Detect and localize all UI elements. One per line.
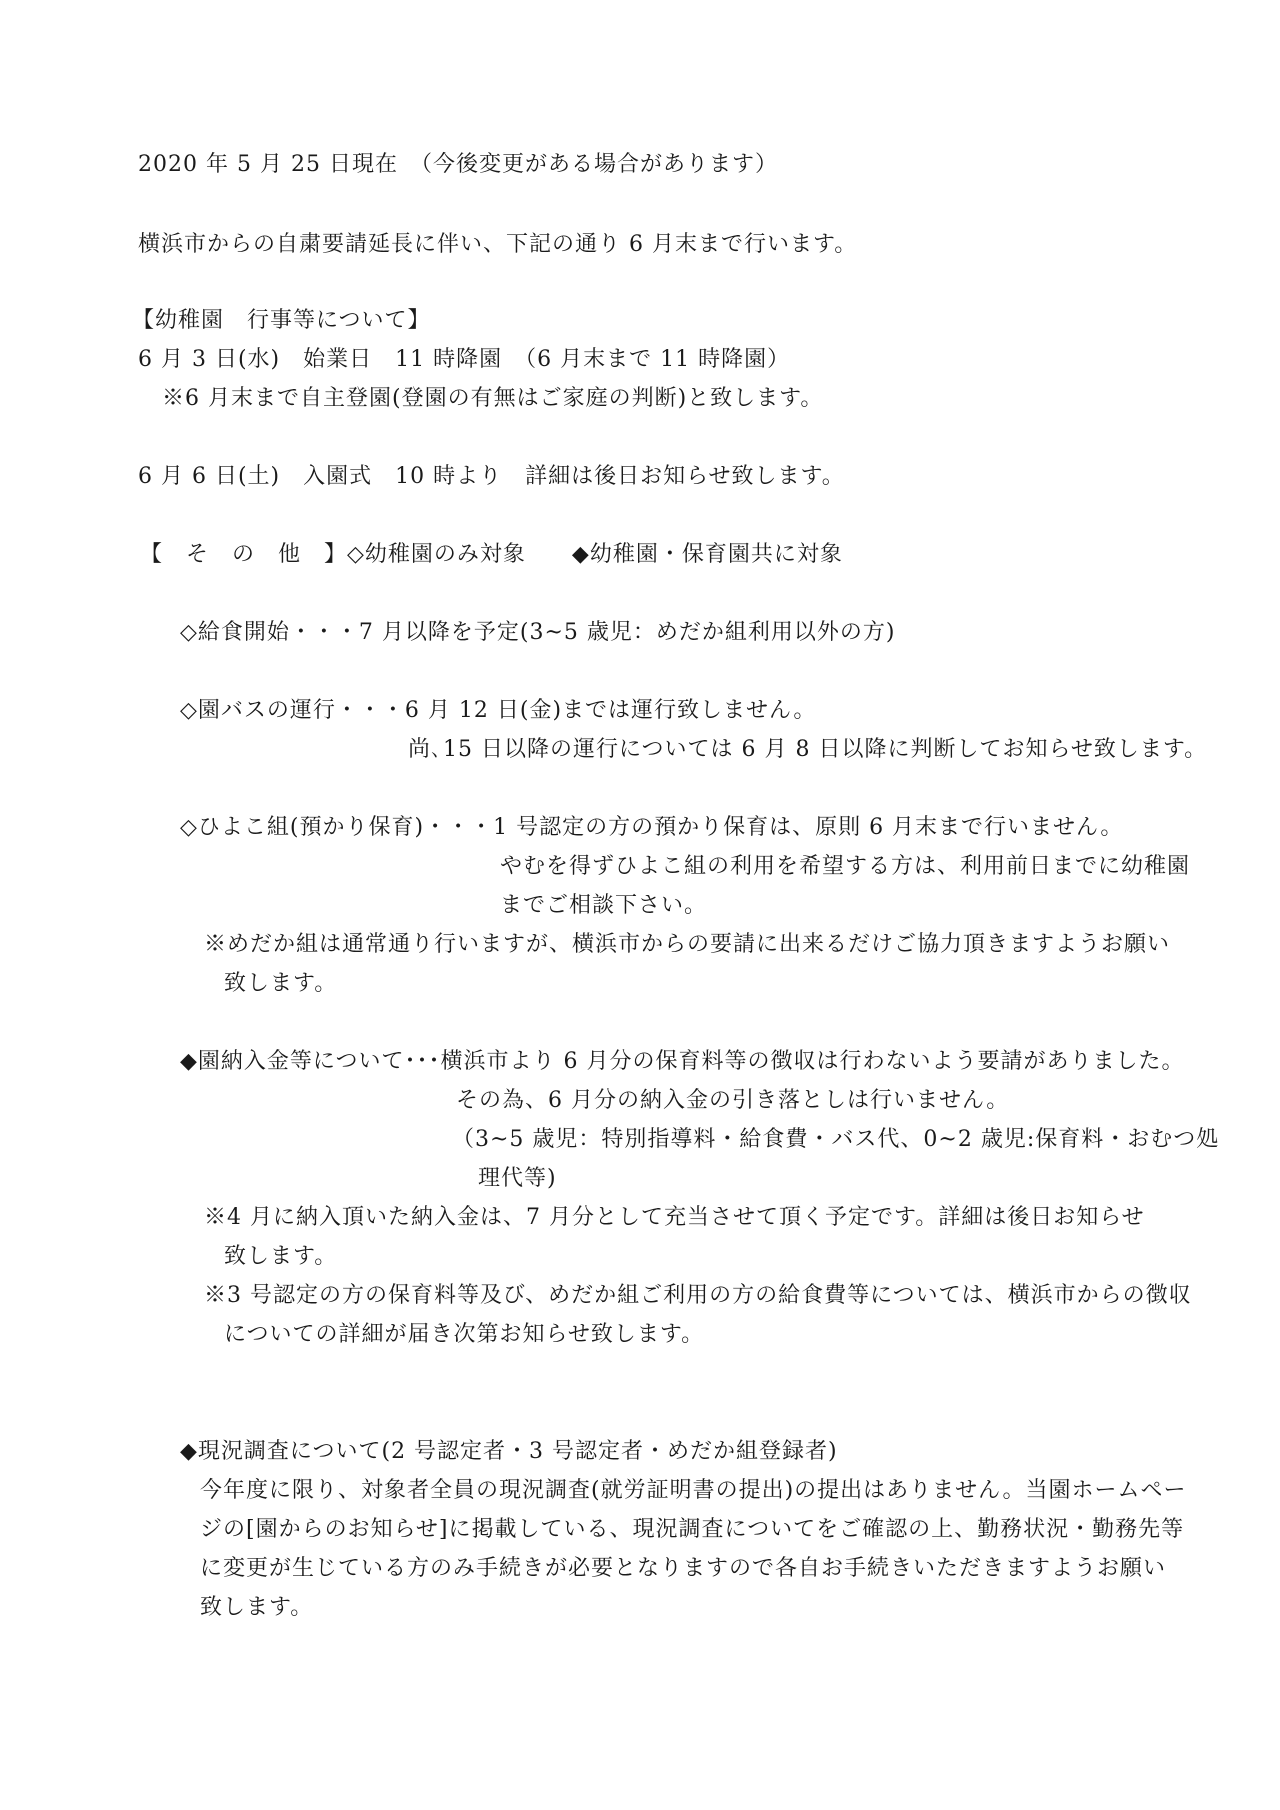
survey-body-2: ジの[園からのお知らせ]に掲載している、現況調査についてをご確認の上、勤務状況・勤務先等 <box>200 1517 1185 1542</box>
fee-note2-line-1: ※3 号認定の方の保育料等及び、めだか組ご利用の方の給食費等については、横浜市からの徴収 <box>204 1283 1192 1308</box>
start-day-line: 6 月 3 日(水) 始業日 11 時降園 （6 月末まで 11 時降園） <box>138 347 791 372</box>
lunch-line: ◇給食開始・・・7 月以降を予定(3~5 歳児：めだか組利用以外の方) <box>180 620 896 645</box>
hiyoko-line-3: までご相談下さい。 <box>500 893 708 918</box>
survey-heading: ◆現況調査について(2 号認定者・3 号認定者・めだか組登録者) <box>180 1439 838 1464</box>
fee-note1-line-2: 致します。 <box>224 1244 338 1269</box>
fee-line-1: ◆園納入金等について･･･横浜市より 6 月分の保育料等の徴収は行わないよう要請がありました。 <box>180 1049 1185 1074</box>
hiyoko-line-2: やむを得ずひよこ組の利用を希望する方は、利用前日までに幼稚園 <box>500 854 1191 879</box>
hiyoko-line-1: ◇ひよこ組(預かり保育)・・・1 号認定の方の預かり保育は、原則 6 月末まで行いません。 <box>180 815 1124 840</box>
other-heading: 【 そ の 他 】◇幼稚園のみ対象 ◆幼稚園・保育園共に対象 <box>140 542 843 567</box>
survey-body-1: 今年度に限り、対象者全員の現況調査(就労証明書の提出)の提出はありません。当園ホームペー <box>200 1478 1187 1503</box>
intro-line: 横浜市からの自粛要請延長に伴い、下記の通り 6 月末まで行います。 <box>138 232 858 257</box>
bus-line-2: 尚､15 日以降の運行については 6 月 8 日以降に判断してお知らせ致します。 <box>408 737 1208 762</box>
medaka-line-1: ※めだか組は通常通り行いますが、横浜市からの要請に出来るだけご協力頂きますようお願い <box>204 932 1171 957</box>
fee-note2-line-2: についての詳細が届き次第お知らせ致します。 <box>224 1322 705 1347</box>
survey-body-4: 致します。 <box>200 1595 314 1620</box>
fee-line-3: （3~5 歳児：特別指導料・給食費・バス代、0~2 歳児:保育料・おむつ処 <box>452 1127 1220 1152</box>
date-line: 2020 年 5 月 25 日現在 （今後変更がある場合があります） <box>138 152 778 177</box>
survey-body-3: に変更が生じている方のみ手続きが必要となりますので各自お手続きいただきますようお願い <box>200 1556 1167 1581</box>
fee-line-2: その為、6 月分の納入金の引き落としは行いません。 <box>456 1088 1010 1113</box>
ceremony-line: 6 月 6 日(土) 入園式 10 時より 詳細は後日お知らせ致します。 <box>138 464 845 489</box>
start-day-note: ※6 月末まで自主登園(登園の有無はご家庭の判断)と致します。 <box>162 386 824 411</box>
events-heading: 【幼稚園 行事等について】 <box>132 308 431 333</box>
bus-line-1: ◇園バスの運行・・・6 月 12 日(金)までは運行致しません。 <box>180 698 817 723</box>
fee-note1-line-1: ※4 月に納入頂いた納入金は、7 月分として充当させて頂く予定です。詳細は後日お知らせ <box>204 1205 1145 1230</box>
medaka-line-2: 致します。 <box>224 971 338 996</box>
fee-line-4: 理代等) <box>478 1166 557 1191</box>
